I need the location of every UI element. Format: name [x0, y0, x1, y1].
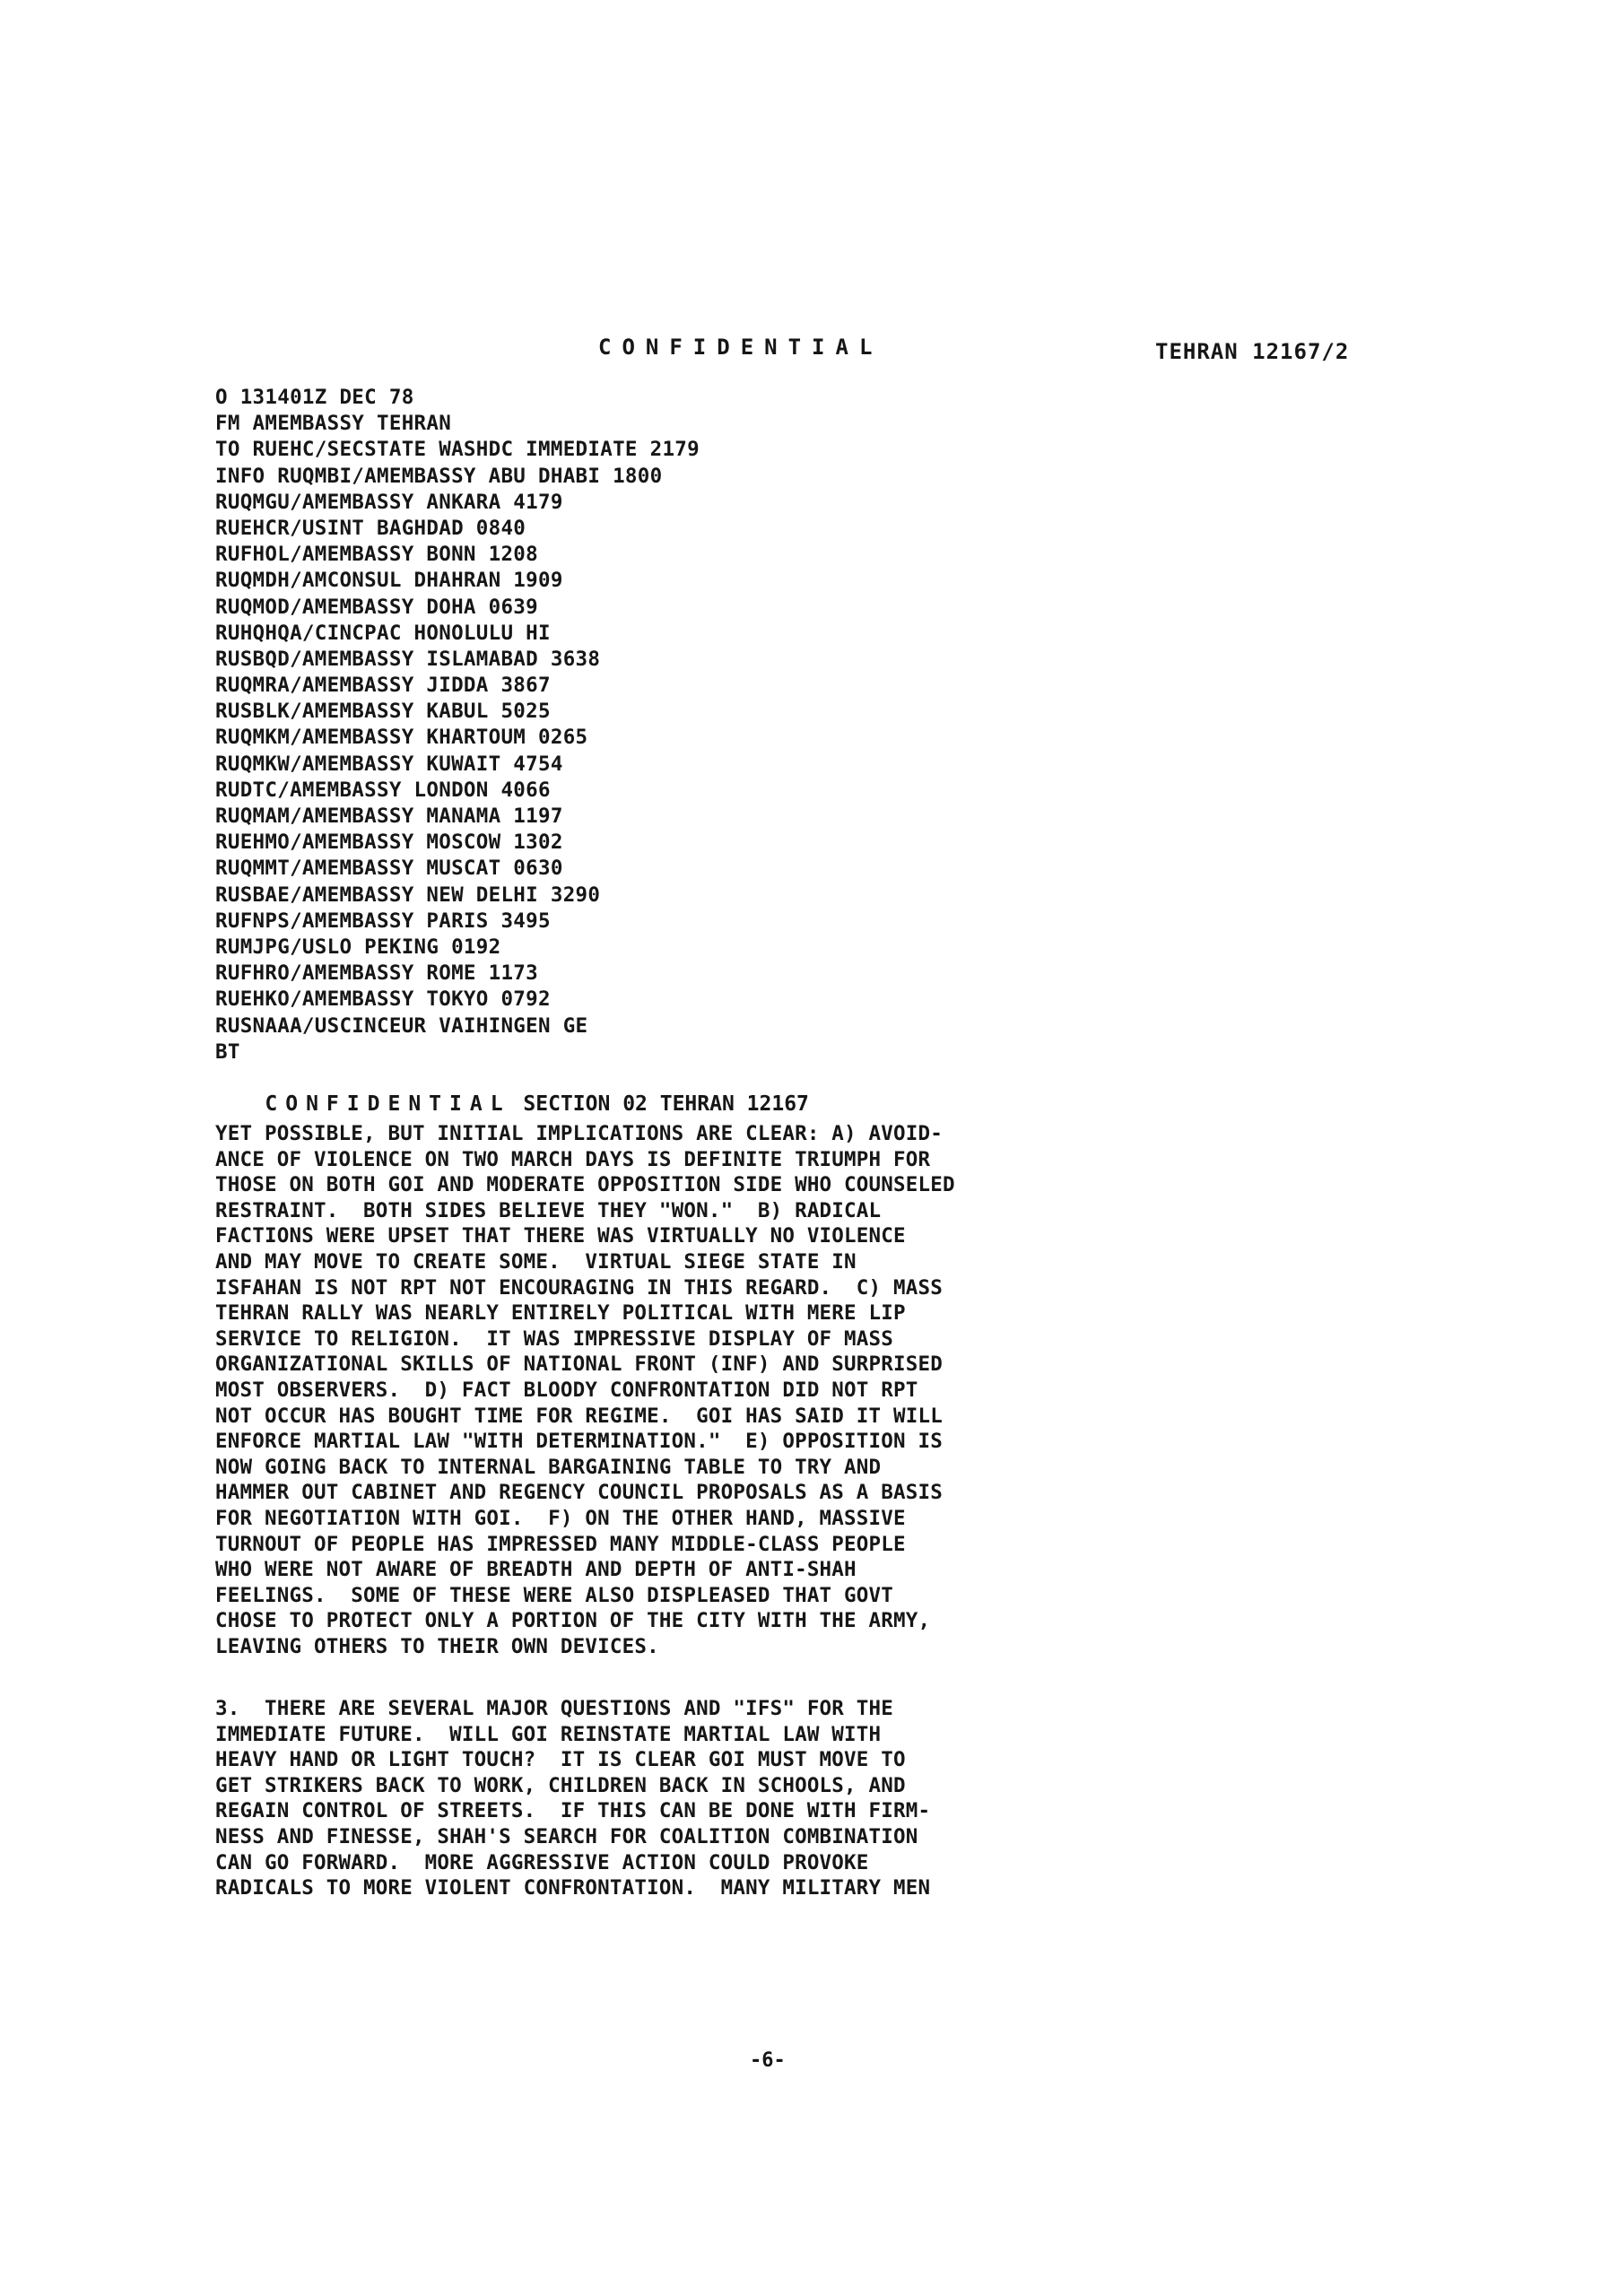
routing-line: TO RUEHC/SECSTATE WASHDC IMMEDIATE 2179: [215, 438, 700, 462]
text-line: RADICALS TO MORE VIOLENT CONFRONTATION. MANY MILITARY MEN: [215, 1876, 931, 1900]
text-line: HEAVY HAND OR LIGHT TOUCH? IT IS CLEAR GOI MUST MOVE TO: [215, 1748, 906, 1772]
routing-line: BT: [215, 1039, 240, 1064]
text-line: MOST OBSERVERS. D) FACT BLOODY CONFRONTATION DID NOT RPT: [215, 1378, 918, 1402]
routing-line: RUQMGU/AMEMBASSY ANKARA 4179: [215, 490, 563, 514]
routing-line: RUSBLK/AMEMBASSY KABUL 5025: [215, 700, 551, 724]
routing-line: RUEHKO/AMEMBASSY TOKYO 0792: [215, 987, 551, 1012]
routing-line: RUSBAE/AMEMBASSY NEW DELHI 3290: [215, 883, 601, 907]
text-line: TURNOUT OF PEOPLE HAS IMPRESSED MANY MIDDLE-CLASS PEOPLE: [215, 1532, 906, 1556]
routing-line: RUHQHQA/CINCPAC HONOLULU HI: [215, 621, 551, 645]
routing-line: RUQMKM/AMEMBASSY KHARTOUM 0265: [215, 726, 588, 750]
body-paragraph-1: [215, 1121, 955, 1659]
text-line: ISFAHAN IS NOT RPT NOT ENCOURAGING IN THIS REGARD. C) MASS: [215, 1275, 944, 1300]
routing-line: RUMJPG/USLO PEKING 0192: [215, 935, 501, 959]
routing-line: RUFNPS/AMEMBASSY PARIS 3495: [215, 909, 551, 933]
text-line: ANCE OF VIOLENCE ON TWO MARCH DAYS IS DEFINITE TRIUMPH FOR: [215, 1147, 931, 1171]
routing-line: RUQMKW/AMEMBASSY KUWAIT 4754: [215, 752, 563, 776]
text-line: GET STRIKERS BACK TO WORK, CHILDREN BACK IN SCHOOLS, AND: [215, 1773, 906, 1797]
routing-line: RUQMMT/AMEMBASSY MUSCAT 0630: [215, 857, 563, 881]
text-line: TEHRAN RALLY WAS NEARLY ENTIRELY POLITICAL WITH MERE LIP: [215, 1301, 906, 1326]
text-line: ENFORCE MARTIAL LAW "WITH DETERMINATION." E) OPPOSITION IS: [215, 1430, 944, 1454]
text-line: CHOSE TO PROTECT ONLY A PORTION OF THE CITY WITH THE ARMY,: [215, 1609, 931, 1633]
text-line: SERVICE TO RELIGION. IT WAS IMPRESSIVE DISPLAY OF MASS: [215, 1326, 894, 1351]
text-line: HAMMER OUT CABINET AND REGENCY COUNCIL PROPOSALS AS A BASIS: [215, 1481, 944, 1505]
section-classification: CONFIDENTIAL: [265, 1092, 511, 1116]
classification-header: CONFIDENTIAL: [598, 335, 883, 360]
text-line: FACTIONS WERE UPSET THAT THERE WAS VIRTUALLY NO VIOLENCE: [215, 1224, 906, 1248]
text-line: THOSE ON BOTH GOI AND MODERATE OPPOSITION SIDE WHO COUNSELED: [215, 1173, 955, 1197]
routing-line: RUQMDH/AMCONSUL DHAHRAN 1909: [215, 569, 563, 593]
text-line: 3. THERE ARE SEVERAL MAJOR QUESTIONS AND "IFS" FOR THE: [215, 1697, 894, 1720]
page-number: -6-: [750, 2049, 786, 2072]
routing-line: RUSBQD/AMEMBASSY ISLAMABAD 3638: [215, 647, 601, 671]
routing-line: RUFHOL/AMEMBASSY BONN 1208: [215, 543, 538, 567]
routing-line: O 131401Z DEC 78: [215, 386, 414, 409]
routing-line: INFO RUQMBI/AMEMBASSY ABU DHABI 1800: [215, 464, 663, 488]
body-paragraph-2: [215, 1696, 930, 1901]
routing-line: RUEHCR/USINT BAGHDAD 0840: [215, 516, 526, 540]
routing-line: RUQMRA/AMEMBASSY JIDDA 3867: [215, 674, 551, 698]
text-line: NESS AND FINESSE, SHAH'S SEARCH FOR COALITION COMBINATION: [215, 1824, 918, 1848]
message-reference: TEHRAN 12167/2: [1155, 339, 1350, 364]
text-line: NOT OCCUR HAS BOUGHT TIME FOR REGIME. GOI HAS SAID IT WILL: [215, 1404, 944, 1428]
text-line: ORGANIZATIONAL SKILLS OF NATIONAL FRONT (INF) AND SURPRISED: [215, 1352, 944, 1377]
routing-line: RUQMAM/AMEMBASSY MANAMA 1197: [215, 804, 563, 828]
routing-block: [215, 385, 700, 1065]
text-line: CAN GO FORWARD. MORE AGGRESSIVE ACTION COULD PROVOKE: [215, 1850, 869, 1874]
text-line: REGAIN CONTROL OF STREETS. IF THIS CAN BE DONE WITH FIRM-: [215, 1799, 931, 1823]
routing-line: RUSNAAA/USCINCEUR VAIHINGEN GE: [215, 1013, 588, 1038]
routing-line: RUDTC/AMEMBASSY LONDON 4066: [215, 778, 551, 802]
text-line: FEELINGS. SOME OF THESE WERE ALSO DISPLEASED THAT GOVT: [215, 1583, 894, 1607]
text-line: IMMEDIATE FUTURE. WILL GOI REINSTATE MARTIAL LAW WITH: [215, 1722, 882, 1746]
text-line: FOR NEGOTIATION WITH GOI. F) ON THE OTHER HAND, MASSIVE: [215, 1506, 906, 1530]
routing-line: RUEHMO/AMEMBASSY MOSCOW 1302: [215, 831, 563, 855]
text-line: NOW GOING BACK TO INTERNAL BARGAINING TABLE TO TRY AND: [215, 1455, 882, 1479]
text-line: WHO WERE NOT AWARE OF BREADTH AND DEPTH OF ANTI-SHAH: [215, 1558, 857, 1582]
text-line: LEAVING OTHERS TO THEIR OWN DEVICES.: [215, 1634, 659, 1658]
text-line: AND MAY MOVE TO CREATE SOME. VIRTUAL SIEGE STATE IN: [215, 1249, 857, 1274]
text-line: YET POSSIBLE, BUT INITIAL IMPLICATIONS ARE CLEAR: A) AVOID-: [215, 1122, 944, 1145]
section-reference: SECTION 02 TEHRAN 12167: [523, 1092, 809, 1116]
routing-line: RUFHRO/AMEMBASSY ROME 1173: [215, 961, 538, 986]
routing-line: RUQMOD/AMEMBASSY DOHA 0639: [215, 595, 538, 619]
routing-line: FM AMEMBASSY TEHRAN: [215, 412, 452, 436]
text-line: RESTRAINT. BOTH SIDES BELIEVE THEY "WON." B) RADICAL: [215, 1198, 882, 1222]
